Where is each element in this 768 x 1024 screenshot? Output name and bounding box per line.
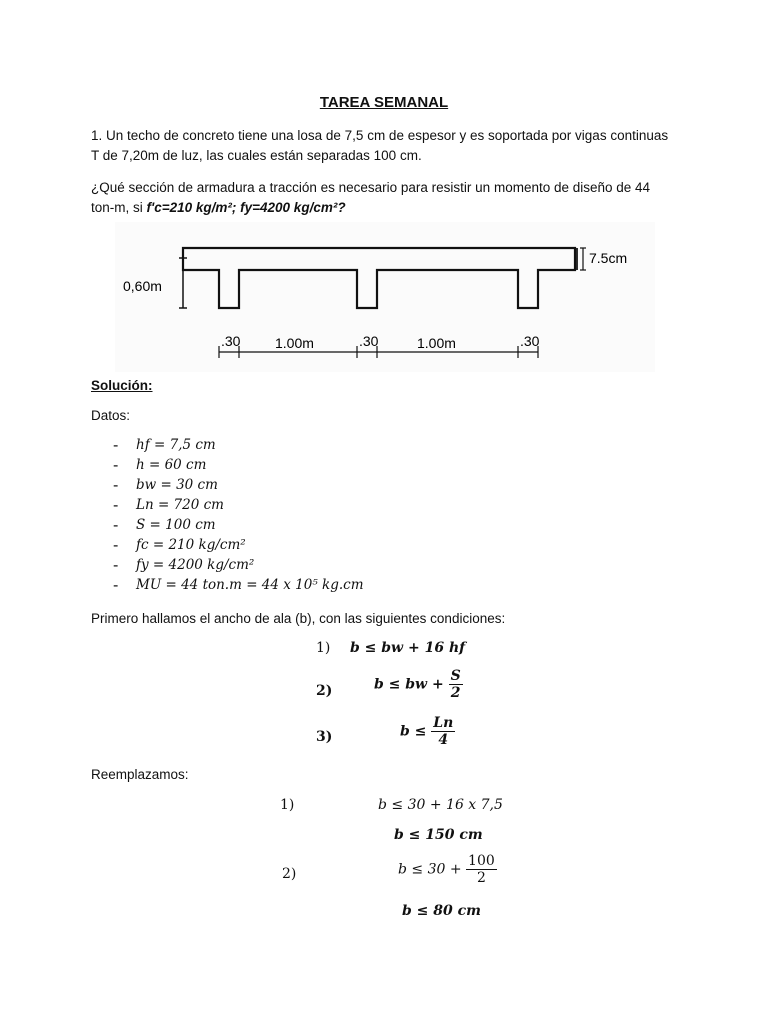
web-width-label-2: .30 bbox=[359, 333, 379, 349]
height-label: 0,60m bbox=[123, 278, 162, 294]
condition-2-expr: b ≤ bw + $\frac{S}{2}$ bbox=[374, 668, 461, 701]
question-math: f'c=210 kg/m²; fy=4200 kg/cm²? bbox=[146, 200, 346, 215]
problem-line-2: T de 7,20m de luz, las cuales están separadas 100 cm. bbox=[91, 148, 422, 163]
question-line-2 bbox=[91, 198, 691, 218]
replace-heading: Reemplazamos: bbox=[91, 767, 189, 782]
replacement-2-expr: b ≤ 30 + $\frac{100}{2}$ bbox=[398, 853, 495, 886]
web-width-label-1: .30 bbox=[221, 333, 241, 349]
slab-thickness-label: 7.5cm bbox=[589, 250, 628, 266]
condition-2-num: 2) bbox=[316, 683, 333, 699]
question-prefix: ton-m, si bbox=[91, 200, 147, 215]
conditions-intro: Primero hallamos el ancho de ala (b), con las siguientes condiciones: bbox=[91, 611, 506, 626]
condition-1-expr: b ≤ bw + 16 hf bbox=[350, 640, 466, 656]
web-width-label-3: .30 bbox=[520, 333, 540, 349]
condition-3-num: 3) bbox=[316, 729, 333, 745]
span-label-1: 1.00m bbox=[275, 335, 314, 351]
replacement-2-num: 2) bbox=[282, 866, 297, 882]
condition-1-num: 1) bbox=[316, 640, 331, 656]
replacement-2-result: b ≤ 80 cm bbox=[402, 903, 481, 919]
question-line-1: ¿Qué sección de armadura a tracción es necesario para resistir un momento de diseño de 44 bbox=[91, 180, 651, 195]
replacement-1-num: 1) bbox=[280, 797, 295, 813]
replacement-1-expr: b ≤ 30 + 16 x 7,5 bbox=[378, 797, 503, 813]
condition-3-expr: b ≤ $\frac{Ln}{4}$ bbox=[400, 715, 454, 748]
tbeam-diagram bbox=[115, 222, 655, 372]
problem-line-1: 1. Un techo de concreto tiene una losa de 7,5 cm de espesor y es soportada por vigas continuas bbox=[91, 128, 669, 143]
span-label-2: 1.00m bbox=[417, 335, 456, 351]
datos-heading: Datos: bbox=[91, 408, 131, 423]
diagram-background bbox=[115, 222, 655, 372]
replacement-1-result: b ≤ 150 cm bbox=[394, 827, 483, 843]
page-title: TAREA SEMANAL bbox=[319, 94, 449, 111]
solution-heading: Solución: bbox=[91, 378, 153, 393]
